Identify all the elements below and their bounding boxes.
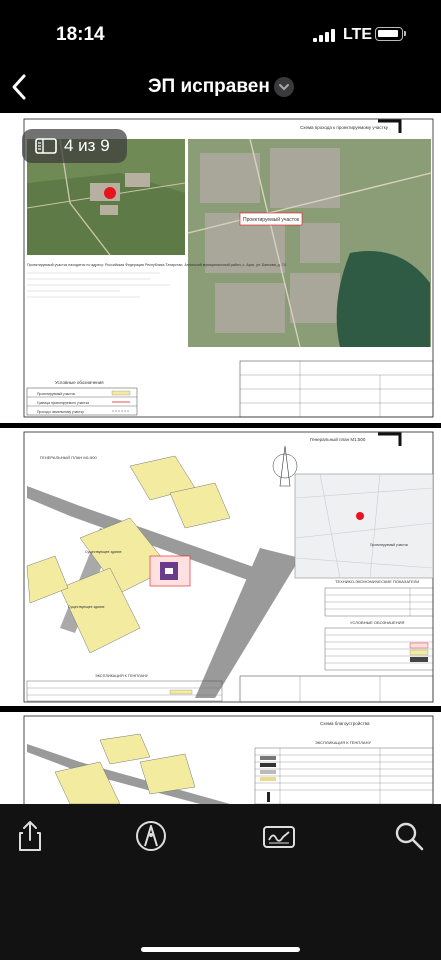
title-menu-button[interactable]	[274, 77, 294, 97]
battery-icon	[375, 27, 403, 41]
document-page-3[interactable]	[0, 712, 441, 804]
page1-title-block: Схема прохода к проектируемому участку	[300, 125, 389, 130]
inset-label: Проектируемый участок	[370, 543, 408, 547]
sidebar-icon	[35, 138, 57, 154]
document-title[interactable]: ЭП исправен	[148, 76, 270, 97]
page1-legend-title: Условные обозначения	[55, 380, 104, 385]
legend-item: Граница проектируемого участка	[37, 401, 90, 405]
page2-legend-title: УСЛОВНЫЕ ОБОЗНАЧЕНИЯ	[350, 620, 405, 625]
document-page-2[interactable]	[0, 428, 441, 706]
bottom-toolbar	[0, 804, 441, 960]
page3-explication-title: ЭКСПЛИКАЦИЯ К ГЕНПЛАНУ	[315, 740, 372, 745]
page1-description: Проектируемый участок находится по адресу: Российская Федерация Республика Татарстан, Атнинский муниципальный район, с. Арск, ул. Банкова, д. 74	[27, 263, 286, 267]
navigation-bar	[0, 70, 441, 106]
page2-explication-title: ЭКСПЛИКАЦИЯ К ГЕНПЛАНУ	[95, 674, 149, 678]
page-counter-label: 4 из 9	[64, 136, 110, 155]
home-indicator[interactable]	[141, 947, 300, 952]
network-type: LTE	[343, 26, 373, 43]
status-time: 18:14	[56, 24, 105, 45]
page2-header: Генеральный план М1:500	[310, 437, 366, 442]
building-label: Существующее здание	[68, 605, 105, 609]
building-label: Существующее здание	[85, 550, 122, 554]
map-callout-label: Проектируемый участок	[243, 217, 300, 223]
legend-item: Проектируемый участок	[37, 392, 75, 396]
status-bar	[0, 0, 441, 70]
legend-item: Проход к земельному участку	[37, 410, 84, 414]
page3-header: Схема благоустройства	[320, 721, 370, 726]
location-marker-icon	[104, 187, 116, 199]
location-marker-icon	[356, 512, 364, 520]
signature-icon[interactable]	[261, 818, 297, 854]
page-counter[interactable]	[22, 129, 127, 163]
search-icon[interactable]	[391, 818, 427, 854]
page2-plan-label: ГЕНЕРАЛЬНЫЙ ПЛАН М1:500	[40, 455, 97, 460]
tep-title: ТЕХНИКО-ЭКОНОМИЧЕСКИЕ ПОКАЗАТЕЛИ	[335, 579, 420, 584]
back-button[interactable]	[8, 72, 32, 102]
markup-icon[interactable]	[133, 818, 169, 854]
chevron-down-icon	[274, 77, 294, 97]
share-icon[interactable]	[12, 818, 48, 854]
signal-icon	[313, 29, 335, 42]
